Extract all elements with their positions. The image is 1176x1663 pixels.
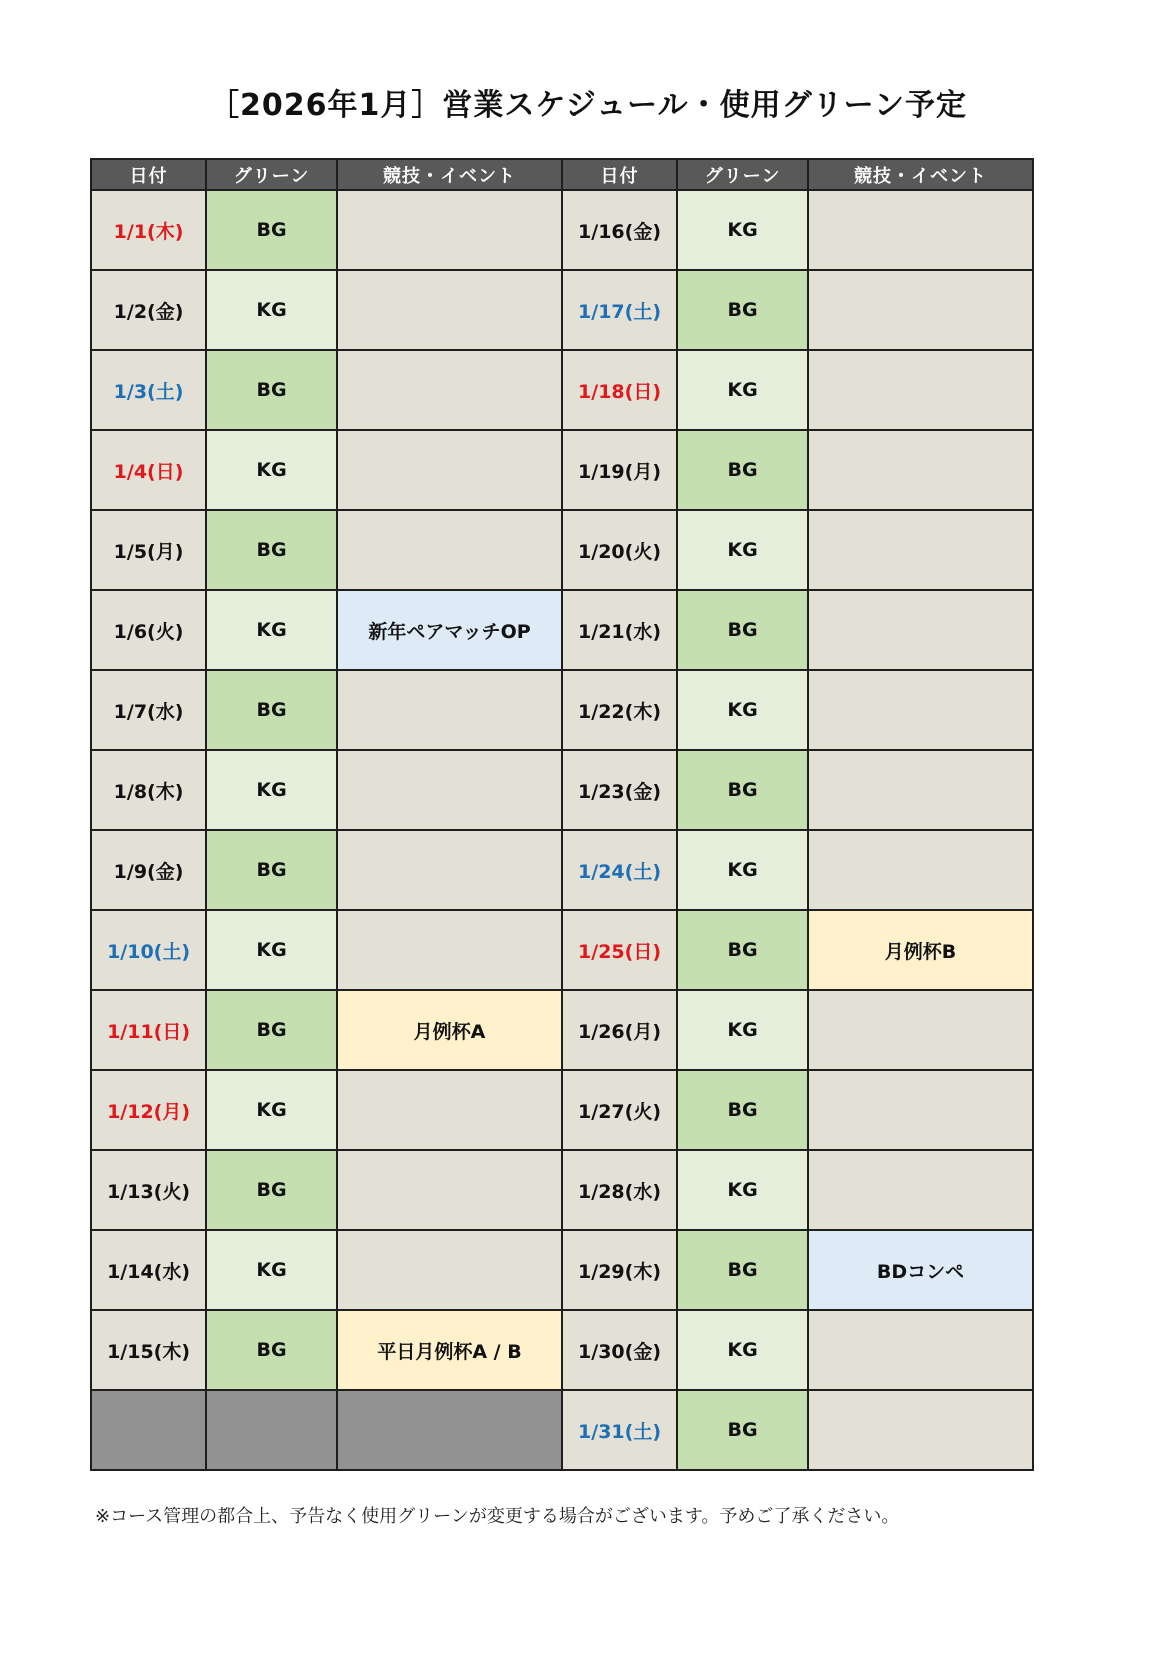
schedule-table — [90, 158, 1034, 1471]
date-cell: 1/28(水) — [562, 1150, 677, 1230]
event-cell: 平日月例杯A / B — [337, 1310, 562, 1390]
green-cell: BG — [206, 1310, 337, 1390]
date-cell: 1/25(日) — [562, 910, 677, 990]
green-cell: BG — [677, 1070, 808, 1150]
event-cell — [808, 270, 1033, 350]
event-cell: BDコンペ — [808, 1230, 1033, 1310]
table-row — [91, 910, 1033, 990]
date-cell: 1/2(金) — [91, 270, 206, 350]
event-cell — [808, 1390, 1033, 1470]
date-cell: 1/11(日) — [91, 990, 206, 1070]
date-cell: 1/15(木) — [91, 1310, 206, 1390]
green-cell: BG — [206, 350, 337, 430]
date-cell: 1/16(金) — [562, 190, 677, 270]
green-cell: BG — [677, 750, 808, 830]
table-row — [91, 1390, 1033, 1470]
event-cell — [808, 1150, 1033, 1230]
table-row — [91, 190, 1033, 270]
schedule-body — [91, 190, 1033, 1470]
green-cell: BG — [206, 1150, 337, 1230]
event-cell — [808, 830, 1033, 910]
page-title: ［2026年1月］営業スケジュール・使用グリーン予定 — [209, 88, 967, 123]
event-cell — [337, 670, 562, 750]
green-cell: KG — [206, 590, 337, 670]
green-cell: KG — [206, 750, 337, 830]
date-cell: 1/10(土) — [91, 910, 206, 990]
date-cell: 1/21(水) — [562, 590, 677, 670]
date-cell: 1/12(月) — [91, 1070, 206, 1150]
green-cell: KG — [677, 990, 808, 1070]
green-cell: KG — [206, 910, 337, 990]
date-cell: 1/4(日) — [91, 430, 206, 510]
date-cell: 1/6(火) — [91, 590, 206, 670]
date-cell: 1/23(金) — [562, 750, 677, 830]
green-cell: BG — [677, 910, 808, 990]
green-cell: KG — [206, 1230, 337, 1310]
event-cell — [808, 670, 1033, 750]
green-cell: KG — [206, 430, 337, 510]
event-cell — [808, 990, 1033, 1070]
event-cell: 月例杯B — [808, 910, 1033, 990]
event-cell — [337, 1230, 562, 1310]
empty-cell — [206, 1390, 337, 1470]
event-cell — [808, 1310, 1033, 1390]
date-cell: 1/19(月) — [562, 430, 677, 510]
table-row — [91, 430, 1033, 510]
table-row — [91, 1310, 1033, 1390]
table-row — [91, 1230, 1033, 1310]
date-cell: 1/14(水) — [91, 1230, 206, 1310]
green-cell: BG — [206, 990, 337, 1070]
green-cell: KG — [677, 350, 808, 430]
header-row — [91, 159, 1033, 190]
event-cell — [337, 190, 562, 270]
date-cell: 1/17(土) — [562, 270, 677, 350]
green-cell: KG — [677, 1150, 808, 1230]
date-cell: 1/29(木) — [562, 1230, 677, 1310]
event-cell — [337, 750, 562, 830]
event-cell — [337, 270, 562, 350]
event-cell — [808, 1070, 1033, 1150]
event-cell — [337, 430, 562, 510]
green-cell: BG — [206, 510, 337, 590]
date-cell: 1/9(金) — [91, 830, 206, 910]
green-cell: KG — [677, 1310, 808, 1390]
date-cell: 1/30(金) — [562, 1310, 677, 1390]
table-row — [91, 270, 1033, 350]
date-cell: 1/5(月) — [91, 510, 206, 590]
green-cell: KG — [206, 270, 337, 350]
event-cell — [337, 350, 562, 430]
date-cell: 1/24(土) — [562, 830, 677, 910]
empty-cell — [91, 1390, 206, 1470]
event-cell — [808, 190, 1033, 270]
green-cell: BG — [206, 670, 337, 750]
date-cell: 1/22(木) — [562, 670, 677, 750]
green-cell: BG — [677, 430, 808, 510]
header-event-left: 競技・イベント — [337, 159, 562, 190]
green-cell: KG — [677, 510, 808, 590]
event-cell: 新年ペアマッチOP — [337, 590, 562, 670]
event-cell — [337, 510, 562, 590]
header-green-left: グリーン — [206, 159, 337, 190]
green-cell: BG — [206, 190, 337, 270]
event-cell — [808, 750, 1033, 830]
table-row — [91, 830, 1033, 910]
footer-note: ※コース管理の都合上、予告なく使用グリーンが変更する場合がございます。予めご了承ください。 — [95, 1506, 900, 1527]
date-cell: 1/20(火) — [562, 510, 677, 590]
green-cell: BG — [677, 590, 808, 670]
table-row — [91, 990, 1033, 1070]
green-cell: KG — [677, 830, 808, 910]
green-cell: BG — [206, 830, 337, 910]
green-cell: BG — [677, 1230, 808, 1310]
header-date-right: 日付 — [562, 159, 677, 190]
table-row — [91, 750, 1033, 830]
event-cell — [808, 350, 1033, 430]
date-cell: 1/7(水) — [91, 670, 206, 750]
event-cell: 月例杯A — [337, 990, 562, 1070]
header-event-right: 競技・イベント — [808, 159, 1033, 190]
date-cell: 1/8(木) — [91, 750, 206, 830]
event-cell — [808, 430, 1033, 510]
header-date-left: 日付 — [91, 159, 206, 190]
header-green-right: グリーン — [677, 159, 808, 190]
table-row — [91, 350, 1033, 430]
green-cell: KG — [677, 670, 808, 750]
green-cell: BG — [677, 1390, 808, 1470]
date-cell: 1/13(火) — [91, 1150, 206, 1230]
event-cell — [808, 510, 1033, 590]
green-cell: KG — [677, 190, 808, 270]
table-row — [91, 1150, 1033, 1230]
date-cell: 1/18(日) — [562, 350, 677, 430]
empty-cell — [337, 1390, 562, 1470]
event-cell — [337, 830, 562, 910]
date-cell: 1/1(木) — [91, 190, 206, 270]
event-cell — [808, 590, 1033, 670]
date-cell: 1/27(火) — [562, 1070, 677, 1150]
event-cell — [337, 1150, 562, 1230]
event-cell — [337, 910, 562, 990]
table-row — [91, 590, 1033, 670]
table-row — [91, 1070, 1033, 1150]
table-row — [91, 510, 1033, 590]
green-cell: BG — [677, 270, 808, 350]
date-cell: 1/26(月) — [562, 990, 677, 1070]
green-cell: KG — [206, 1070, 337, 1150]
date-cell: 1/3(土) — [91, 350, 206, 430]
date-cell: 1/31(土) — [562, 1390, 677, 1470]
event-cell — [337, 1070, 562, 1150]
table-row — [91, 670, 1033, 750]
